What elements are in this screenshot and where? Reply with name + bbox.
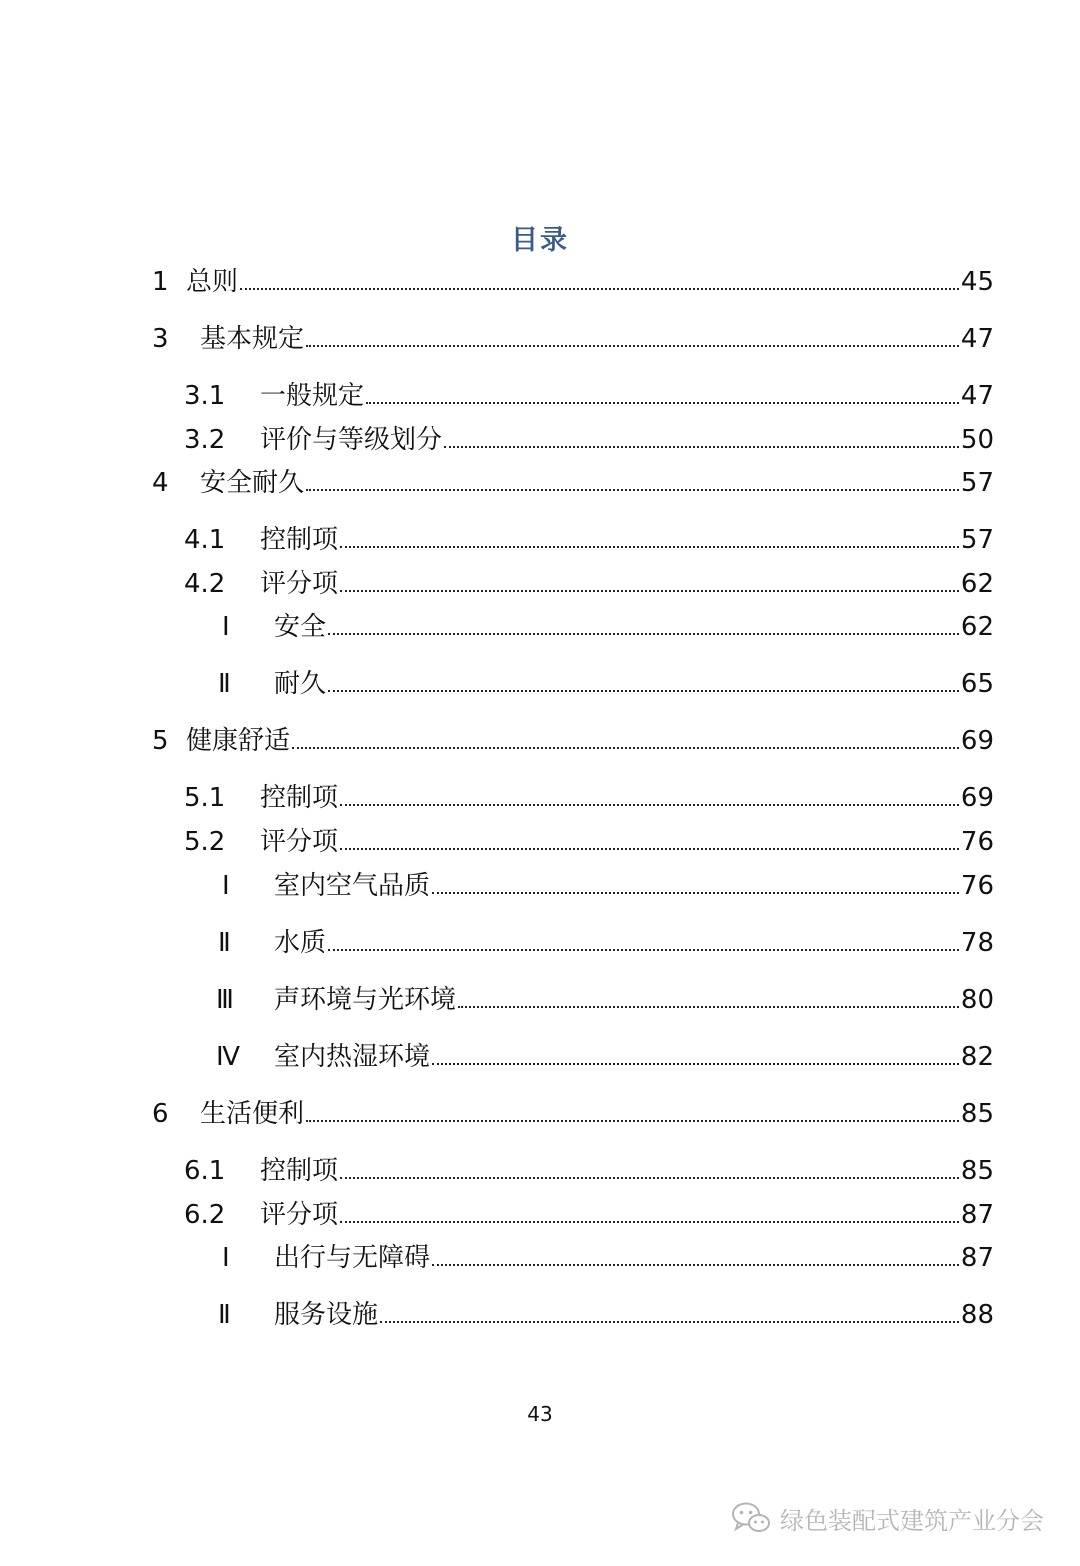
toc-entry-label: 评分项	[260, 827, 339, 857]
toc-entry[interactable]	[222, 869, 994, 903]
dot-leader	[306, 489, 959, 491]
toc-entry-page: 80	[960, 985, 994, 1015]
toc-entry-number: Ⅱ	[218, 669, 231, 699]
toc-entry-number: 5.2	[184, 827, 226, 857]
toc-entry[interactable]	[152, 1097, 994, 1131]
toc-entry-page: 65	[960, 669, 994, 699]
toc-entry-label: 服务设施	[274, 1300, 379, 1330]
toc-entry[interactable]	[184, 1154, 994, 1188]
toc-entry-number: 3.2	[184, 425, 226, 455]
toc-entry[interactable]	[184, 523, 994, 557]
toc-entry-number: 4.1	[184, 525, 226, 555]
toc-entry-page: 69	[960, 726, 994, 756]
toc-entry[interactable]	[184, 825, 994, 859]
dot-leader	[432, 1264, 959, 1266]
toc-entry-page: 69	[960, 783, 994, 813]
toc-entry[interactable]	[184, 1198, 994, 1232]
dot-leader	[366, 402, 959, 404]
dot-leader	[380, 1321, 959, 1323]
toc-entry-label: 耐久	[274, 669, 327, 699]
toc-entry-number: Ⅱ	[218, 928, 231, 958]
toc-entry[interactable]	[218, 1298, 994, 1332]
watermark-text: 绿色装配式建筑产业分会	[780, 1506, 1044, 1535]
toc-entry-page: 85	[960, 1099, 994, 1129]
toc-entry-label: 健康舒适	[186, 726, 291, 756]
dot-leader	[432, 892, 959, 894]
toc-entry[interactable]	[218, 926, 994, 960]
toc-entry-label: 控制项	[260, 525, 339, 555]
dot-leader	[292, 747, 959, 749]
toc-title: 目录	[511, 225, 569, 256]
dot-leader	[328, 690, 959, 692]
toc-entry-page: 62	[960, 569, 994, 599]
dot-leader	[340, 804, 959, 806]
page-number: 43	[527, 1402, 553, 1426]
toc-entry-number: 5	[152, 726, 169, 756]
toc-entry-label: 水质	[274, 928, 327, 958]
toc-entry-page: 57	[960, 468, 994, 498]
toc-entry[interactable]	[216, 983, 994, 1017]
dot-leader	[306, 345, 959, 347]
dot-leader	[458, 1006, 959, 1008]
toc-entry-number: 1	[152, 267, 169, 297]
toc-entry-page: 62	[960, 612, 994, 642]
toc-entry-page: 87	[960, 1200, 994, 1230]
toc-entry-label: 控制项	[260, 1156, 339, 1186]
dot-leader	[240, 288, 959, 290]
toc-entry-page: 87	[960, 1243, 994, 1273]
toc-entry-number: 6.2	[184, 1200, 226, 1230]
dot-leader	[328, 949, 959, 951]
toc-entry-number: Ⅲ	[216, 985, 234, 1015]
toc-entry-label: 声环境与光环境	[274, 985, 457, 1015]
toc-entry-page: 47	[960, 324, 994, 354]
toc-entry-page: 45	[960, 267, 994, 297]
toc-entry[interactable]	[184, 379, 994, 413]
dot-leader	[432, 1063, 959, 1065]
toc-entry[interactable]	[222, 1241, 994, 1275]
dot-leader	[340, 590, 959, 592]
toc-entry-page: 85	[960, 1156, 994, 1186]
toc-entry[interactable]	[152, 265, 994, 299]
toc-entry[interactable]	[152, 322, 994, 356]
toc-entry-label: 评价与等级划分	[260, 425, 443, 455]
toc-entry-number: 3	[152, 324, 169, 354]
toc-entry-label: 控制项	[260, 783, 339, 813]
toc-entry-page: 57	[960, 525, 994, 555]
toc-entry[interactable]	[184, 781, 994, 815]
toc-entry-label: 出行与无障碍	[274, 1243, 431, 1273]
toc-entry-number: 4.2	[184, 569, 226, 599]
toc-entry-label: 生活便利	[200, 1099, 305, 1129]
toc-entry-label: 安全耐久	[200, 468, 305, 498]
watermark	[730, 1500, 1044, 1536]
wechat-icon	[730, 1500, 772, 1536]
toc-entry[interactable]	[184, 423, 994, 457]
toc-entry[interactable]	[222, 610, 994, 644]
dot-leader	[340, 1221, 959, 1223]
toc-entry-number: 3.1	[184, 381, 226, 411]
toc-entry[interactable]	[216, 1040, 994, 1074]
toc-entry-label: 评分项	[260, 569, 339, 599]
toc-entry-number: Ⅰ	[222, 1243, 230, 1273]
toc-entry[interactable]	[184, 567, 994, 601]
toc-entry-number: Ⅱ	[218, 1300, 231, 1330]
dot-leader	[340, 1177, 959, 1179]
toc-entry-label: 室内空气品质	[274, 871, 431, 901]
toc-entry-page: 88	[960, 1300, 994, 1330]
toc-entry-page: 47	[960, 381, 994, 411]
toc-entry-label: 安全	[274, 612, 327, 642]
dot-leader	[328, 633, 959, 635]
toc-entry-label: 评分项	[260, 1200, 339, 1230]
toc-entry[interactable]	[218, 667, 994, 701]
toc-entry-number: 5.1	[184, 783, 226, 813]
toc-entry-page: 76	[960, 827, 994, 857]
toc-entry-number: 6	[152, 1099, 169, 1129]
toc-entry-label: 总则	[186, 267, 239, 297]
toc-entry-page: 82	[960, 1042, 994, 1072]
toc-entry-label: 室内热湿环境	[274, 1042, 431, 1072]
toc-entry-label: 一般规定	[260, 381, 365, 411]
toc-entry-page: 50	[960, 425, 994, 455]
toc-entry[interactable]	[152, 466, 994, 500]
toc-entry-number: Ⅳ	[216, 1042, 240, 1072]
toc-entry-label: 基本规定	[200, 324, 305, 354]
toc-entry-page: 78	[960, 928, 994, 958]
toc-entry-number: Ⅰ	[222, 871, 230, 901]
toc-entry-page: 76	[960, 871, 994, 901]
dot-leader	[444, 446, 959, 448]
toc-entry[interactable]	[152, 724, 994, 758]
dot-leader	[340, 546, 959, 548]
dot-leader	[340, 848, 959, 850]
toc-entry-number: 4	[152, 468, 169, 498]
toc-entry-number: Ⅰ	[222, 612, 230, 642]
dot-leader	[306, 1120, 959, 1122]
toc-entry-number: 6.1	[184, 1156, 226, 1186]
